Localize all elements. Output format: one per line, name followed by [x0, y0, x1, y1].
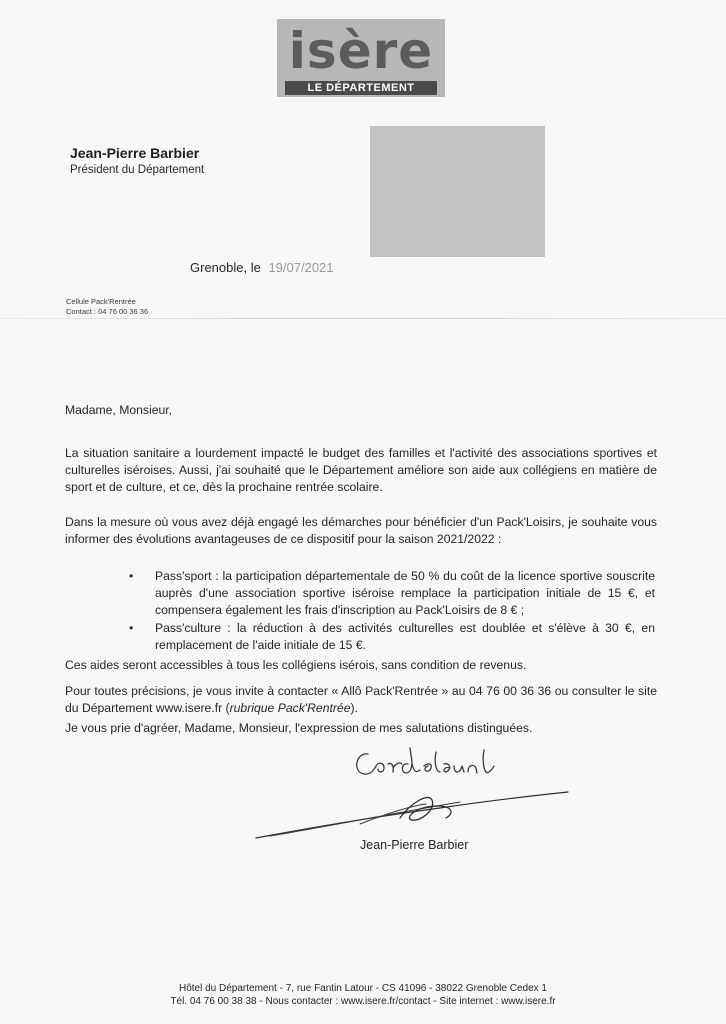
- salutation: Madame, Monsieur,: [65, 403, 173, 417]
- handwritten-closing: [346, 742, 521, 784]
- paragraph-eligibility: Ces aides seront accessibles à tous les collégiens isérois, sans condition de revenus.: [65, 658, 527, 672]
- bullet-pass-culture: Pass'culture : la réduction à des activités culturelles est doublée et s'élève à 30 €, en remplacement de l'aide initiale de 15 €.: [155, 621, 655, 652]
- sender-title: Président du Département: [70, 164, 205, 176]
- paragraph-contact: [65, 683, 657, 717]
- letter-date: 19/07/2021: [268, 260, 334, 275]
- signature: [250, 782, 575, 844]
- logo-band: LE DÉPARTEMENT: [285, 81, 437, 95]
- place-date: [190, 260, 334, 275]
- footer-address: Hôtel du Département - 7, rue Fantin Latour - CS 41096 - 38022 Grenoble Cedex 1: [179, 983, 547, 994]
- isere-logo: [277, 19, 445, 97]
- service-contact: [66, 297, 148, 317]
- footer-contact: Tél. 04 76 00 38 38 - Nous contacter : www.isere.fr/contact - Site internet : www.isere.fr: [170, 996, 556, 1007]
- paragraph-context: La situation sanitaire a lourdement impacté le budget des familles et l'activité des associations sportives et culturelles iséroises. Aussi, j'ai souhaité que le Département améliore son aide aux collégiens en matière de sport et de culture, et ce, dès la prochaine rentrée scolaire.: [65, 446, 657, 494]
- logo-wordmark: isère: [288, 22, 434, 80]
- contact-end: ).: [350, 701, 358, 715]
- signer-name: Jean-Pierre Barbier: [360, 838, 469, 852]
- place-label: Grenoble, le: [190, 260, 261, 275]
- service-phone: Contact : 04 76 00 36 36: [66, 307, 149, 316]
- paragraph-intro: Dans la mesure où vous avez déjà engagé les démarches pour bénéficier d'un Pack'Loisirs, je souhaite vous informer des évolutions avantageuses de ce dispositif pour la saison 2021/2022 :: [65, 515, 657, 546]
- contact-text: Pour toutes précisions, je vous invite à contacter « Allô Pack'Rentrée » au 04 76 00 36 36 ou consulter le site du Département www.isere.fr (: [65, 684, 657, 715]
- bullet-marker: •: [129, 621, 134, 635]
- redacted-address-block: [370, 126, 545, 257]
- paragraph-closing: Je vous prie d'agréer, Madame, Monsieur, l'expression de mes salutations distinguées.: [65, 721, 533, 735]
- service-name: Cellule Pack'Rentrée: [66, 297, 136, 306]
- bullet-marker: •: [129, 569, 134, 583]
- paper-fold-line: [0, 318, 726, 319]
- bullet-pass-sport: Pass'sport : la participation départementale de 50 % du coût de la licence sportive souscrite auprès d'une association sportive iséroise remplace la participation initiale de 15 €, et compensera également les frais d'inscription au Pack'Loisirs de 8 € ;: [155, 569, 655, 617]
- contact-italic: rubrique Pack'Rentrée: [229, 701, 351, 715]
- sender-name: Jean-Pierre Barbier: [70, 145, 200, 161]
